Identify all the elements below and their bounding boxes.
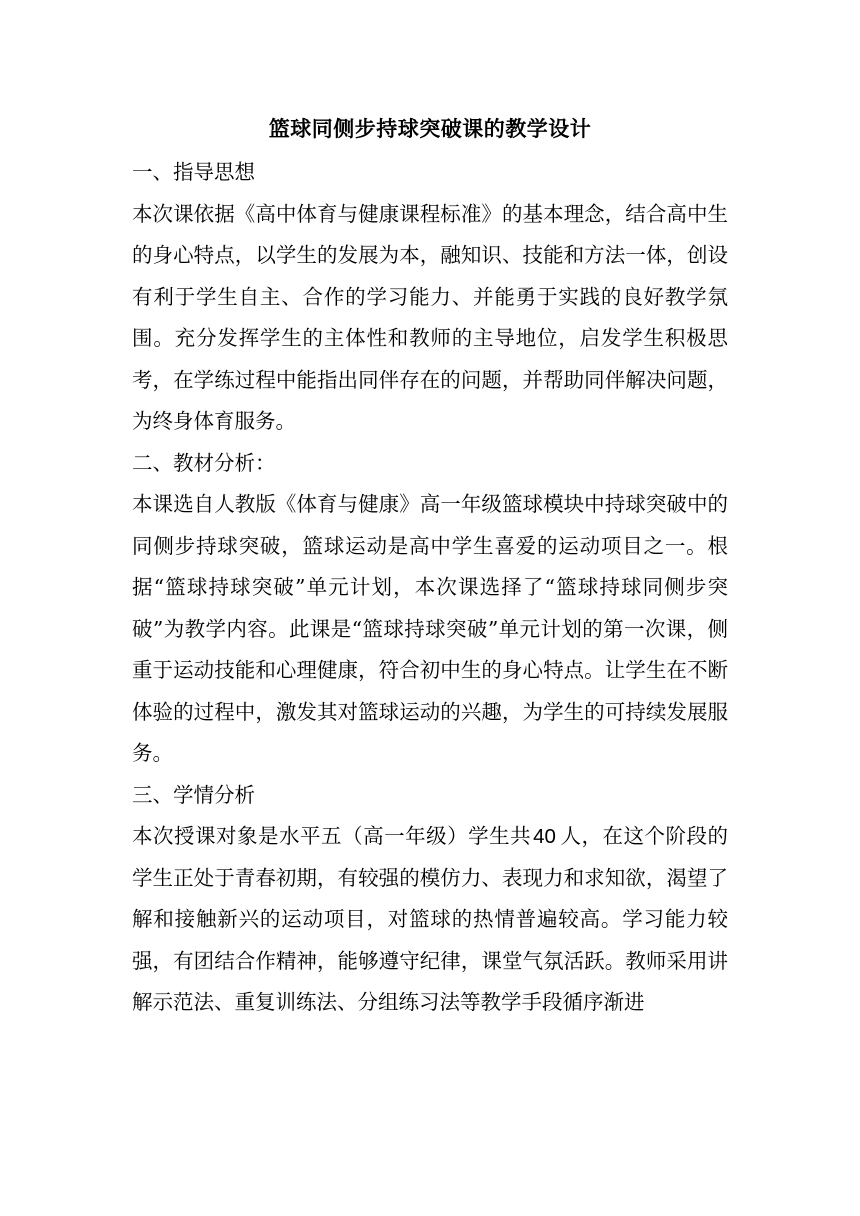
section-heading-guiding-ideology: 一、指导思想 bbox=[132, 160, 255, 184]
document-body bbox=[132, 152, 728, 1024]
section-paragraph-textbook-analysis: 本课选自人教版《体育与健康》高一年级篮球模块中持球突破中的同侧步持球突破，篮球运动是高中学生喜爱的运动项目之一。根据“篮球持球突破”单元计划，本次课选择了“篮球持球同侧步突破”为教学内容。此课是“篮球持球突破”单元计划的第一次课，侧重于运动技能和心理健康，符合初中生的身心特点。让学生在不断体验的过程中，激发其对篮球运动的兴趣，为学生的可持续发展服务。 bbox=[132, 492, 728, 765]
student-analysis-text-start: 本次授课对象是水平五（高一年级）学生共 bbox=[132, 824, 532, 848]
student-analysis-text-end: 人，在这个阶段的学生正处于青春初期，有较强的模仿力、表现力和求知欲，渴望了解和接触新兴的运动项目，对篮球的热情普遍较高。学习能力较强，有团结合作精神，能够遵守纪律，课堂气氛活跃。教师采用讲解示范法、重复训练法、分组练习法等教学手段循序渐进 bbox=[132, 824, 729, 1014]
section-paragraph-student-analysis bbox=[132, 816, 728, 1024]
document-title: 篮球同侧步持球突破课的教学设计 bbox=[268, 116, 592, 141]
section-heading-student-analysis: 三、学情分析 bbox=[132, 782, 255, 807]
section-paragraph-guiding-ideology: 本次课依据《高中体育与健康课程标准》的基本理念，结合高中生的身心特点，以学生的发展为本，融知识、技能和方法一体，创设有利于学生自主、合作的学习能力、并能勇于实践的良好教学氛围。充分发挥学生的主体性和教师的主导地位，启发学生积极思考，在学练过程中能指出同伴存在的问题，并帮助同伴解决问题，为终身体育服务。 bbox=[132, 201, 728, 433]
section-heading-textbook-analysis: 二、教材分析： bbox=[132, 450, 276, 475]
student-count: 40 bbox=[533, 825, 556, 848]
